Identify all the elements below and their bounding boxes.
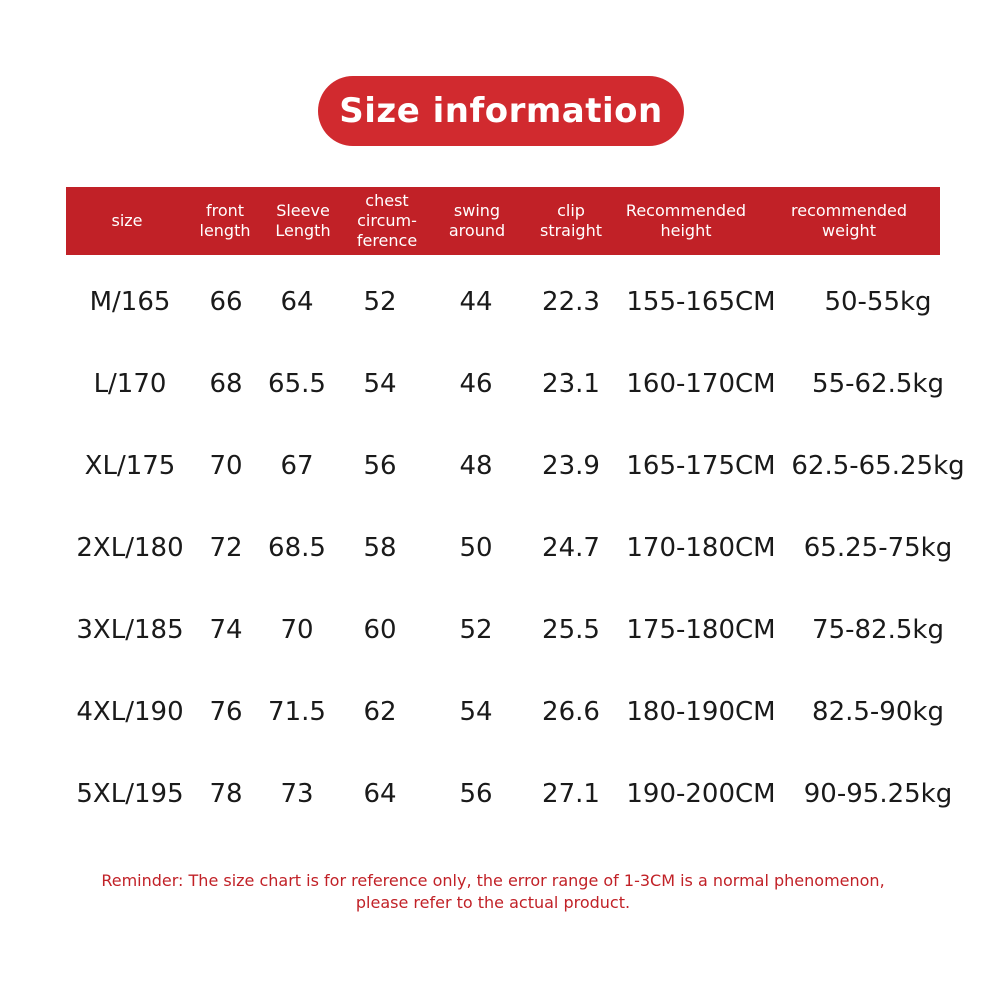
cell-weight: 65.25-75kg bbox=[803, 533, 953, 563]
cell-sleeve-length: 68.5 bbox=[268, 533, 326, 563]
table-row bbox=[0, 518, 1000, 578]
cell-clip: 23.1 bbox=[542, 369, 600, 399]
cell-size: XL/175 bbox=[84, 451, 176, 481]
header-sleeve-length: Sleeve Length bbox=[275, 201, 331, 240]
table-row bbox=[0, 436, 1000, 496]
header-front-length: front length bbox=[199, 201, 251, 240]
cell-clip: 24.7 bbox=[542, 533, 600, 563]
cell-sleeve-length: 70 bbox=[280, 615, 314, 645]
cell-swing: 52 bbox=[459, 615, 493, 645]
cell-size: L/170 bbox=[93, 369, 167, 399]
cell-sleeve-length: 73 bbox=[280, 779, 314, 809]
cell-size: M/165 bbox=[89, 287, 171, 317]
cell-weight: 75-82.5kg bbox=[812, 615, 944, 645]
cell-sleeve-length: 64 bbox=[280, 287, 314, 317]
cell-size: 4XL/190 bbox=[76, 697, 184, 727]
cell-clip: 25.5 bbox=[542, 615, 600, 645]
header-swing-around: swing around bbox=[448, 201, 506, 240]
cell-weight: 50-55kg bbox=[824, 287, 932, 317]
table-row bbox=[0, 354, 1000, 414]
cell-height: 180-190CM bbox=[626, 697, 776, 727]
cell-clip: 23.9 bbox=[542, 451, 600, 481]
cell-swing: 54 bbox=[459, 697, 493, 727]
table-row bbox=[0, 600, 1000, 660]
cell-height: 160-170CM bbox=[626, 369, 776, 399]
reminder-note: Reminder: The size chart is for reference only, the error range of 1-3CM is a normal phenomenon, please refer to the actual product. bbox=[101, 871, 885, 912]
cell-weight: 55-62.5kg bbox=[812, 369, 944, 399]
cell-sleeve-length: 71.5 bbox=[268, 697, 326, 727]
cell-front-length: 72 bbox=[209, 533, 243, 563]
cell-chest: 62 bbox=[363, 697, 397, 727]
cell-front-length: 76 bbox=[209, 697, 243, 727]
cell-size: 3XL/185 bbox=[76, 615, 184, 645]
cell-height: 190-200CM bbox=[626, 779, 776, 809]
cell-height: 175-180CM bbox=[626, 615, 776, 645]
cell-sleeve-length: 65.5 bbox=[268, 369, 326, 399]
cell-chest: 56 bbox=[363, 451, 397, 481]
table-header bbox=[66, 187, 940, 255]
cell-size: 5XL/195 bbox=[76, 779, 184, 809]
cell-swing: 46 bbox=[459, 369, 493, 399]
header-recommended-height: Recommended height bbox=[625, 201, 747, 240]
cell-front-length: 74 bbox=[209, 615, 243, 645]
cell-weight: 90-95.25kg bbox=[803, 779, 953, 809]
cell-front-length: 78 bbox=[209, 779, 243, 809]
table-row bbox=[0, 272, 1000, 332]
header-recommended-weight: recommended weight bbox=[791, 201, 907, 240]
cell-front-length: 66 bbox=[209, 287, 243, 317]
cell-clip: 26.6 bbox=[542, 697, 600, 727]
page-title: Size information bbox=[318, 76, 684, 146]
cell-swing: 48 bbox=[459, 451, 493, 481]
cell-front-length: 70 bbox=[209, 451, 243, 481]
cell-swing: 50 bbox=[459, 533, 493, 563]
table-row bbox=[0, 764, 1000, 824]
cell-swing: 56 bbox=[459, 779, 493, 809]
cell-swing: 44 bbox=[459, 287, 493, 317]
cell-chest: 52 bbox=[363, 287, 397, 317]
cell-clip: 27.1 bbox=[542, 779, 600, 809]
cell-chest: 58 bbox=[363, 533, 397, 563]
table-row bbox=[0, 682, 1000, 742]
cell-clip: 22.3 bbox=[542, 287, 600, 317]
cell-front-length: 68 bbox=[209, 369, 243, 399]
cell-weight: 82.5-90kg bbox=[812, 697, 944, 727]
cell-size: 2XL/180 bbox=[76, 533, 184, 563]
cell-chest: 54 bbox=[363, 369, 397, 399]
cell-height: 155-165CM bbox=[626, 287, 776, 317]
cell-height: 165-175CM bbox=[626, 451, 776, 481]
cell-sleeve-length: 67 bbox=[280, 451, 314, 481]
cell-height: 170-180CM bbox=[626, 533, 776, 563]
cell-chest: 60 bbox=[363, 615, 397, 645]
header-chest-circumference: chest circum- ference bbox=[356, 191, 418, 250]
header-size: size bbox=[111, 211, 143, 230]
cell-chest: 64 bbox=[363, 779, 397, 809]
header-clip-straight: clip straight bbox=[539, 201, 603, 240]
cell-weight: 62.5-65.25kg bbox=[791, 451, 965, 481]
